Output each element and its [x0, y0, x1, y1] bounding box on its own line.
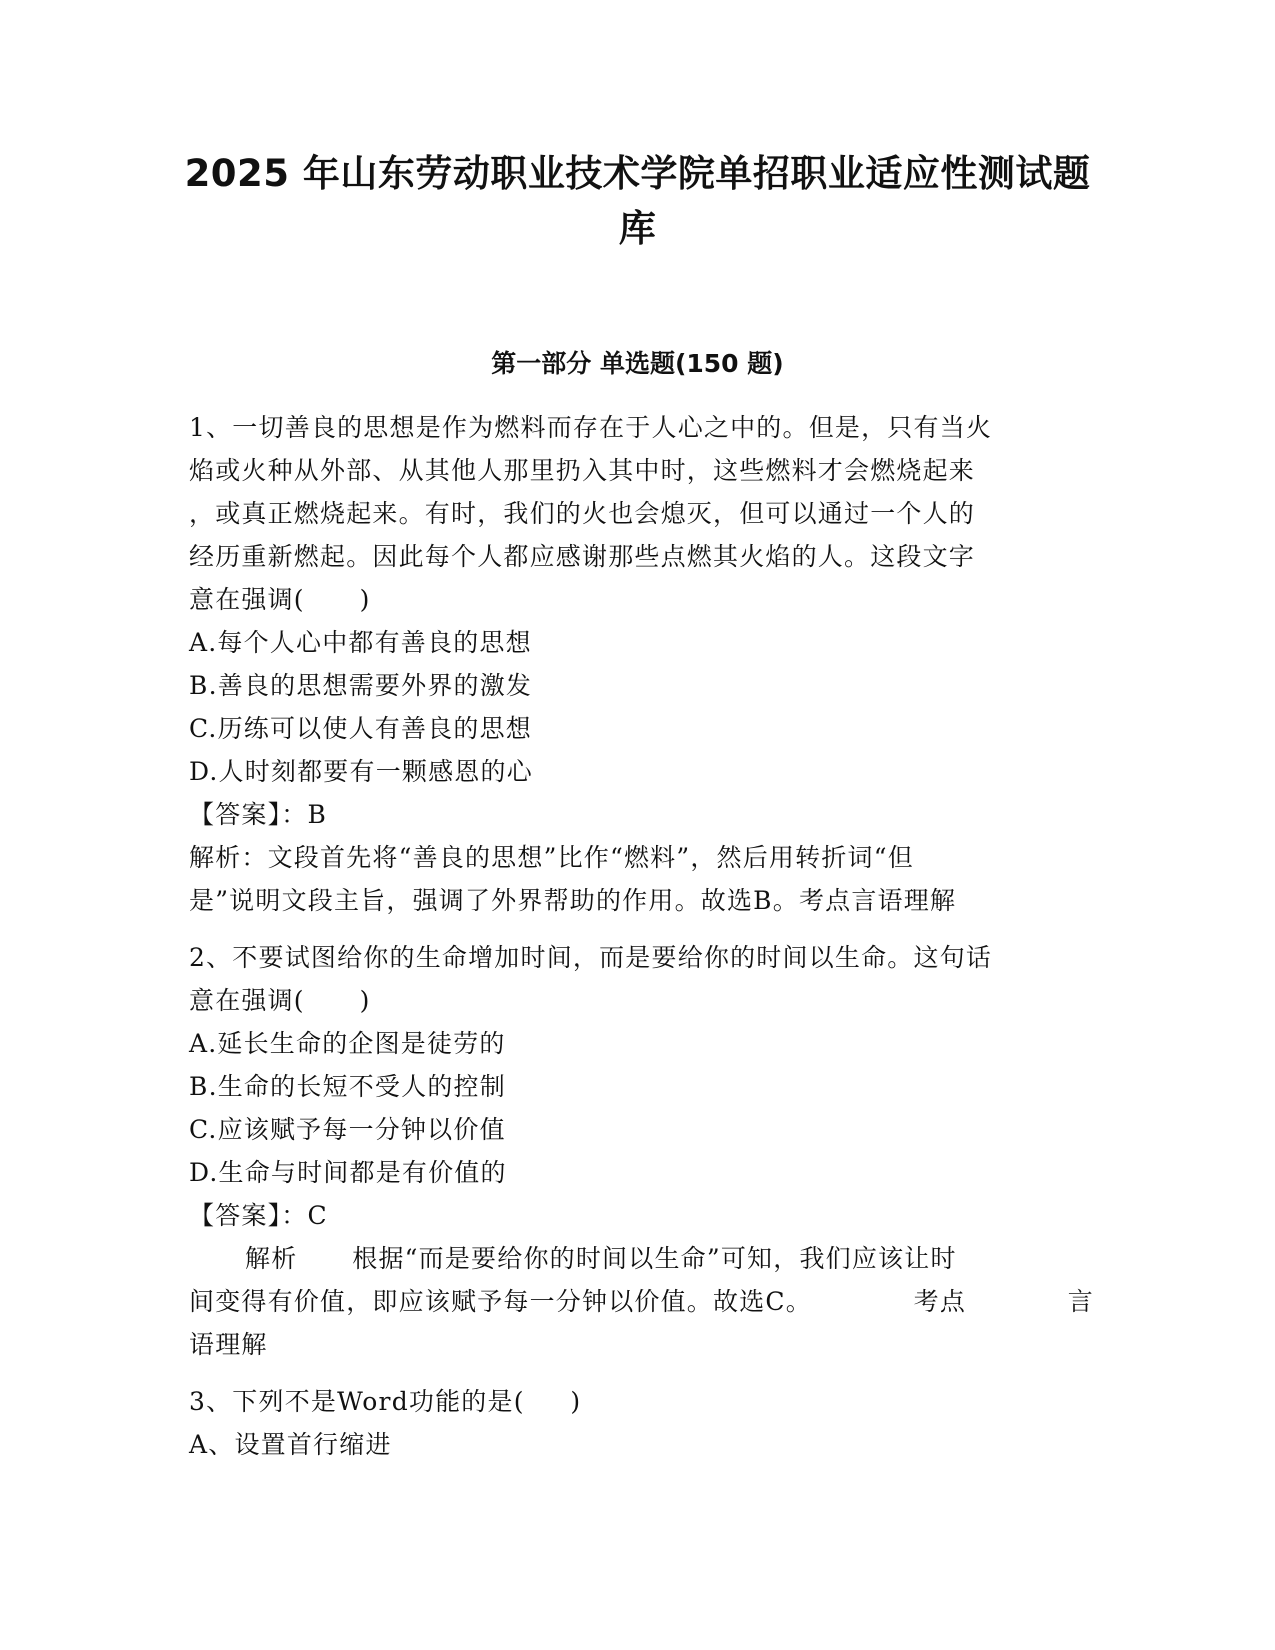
option-a: A.每个人心中都有善良的思想	[189, 628, 532, 657]
analysis-line	[189, 1280, 1094, 1323]
question-stem-line: 2、不要试图给你的生命增加时间，而是要给你的时间以生命。这句话	[189, 943, 993, 972]
analysis-line: 语理解	[189, 1330, 268, 1359]
analysis-topic-label: 考点	[913, 1287, 967, 1316]
spacer	[189, 922, 1094, 936]
question-3	[189, 1380, 1094, 1466]
document-title: 2025 年山东劳动职业技术学院单招职业适应性测试题	[184, 152, 1091, 195]
spacer	[189, 1366, 1094, 1380]
question-stem-line: 焰或火种从外部、从其他人那里扔入其中时，这些燃料才会燃烧起来	[189, 456, 976, 485]
option-b: B.生命的长短不受人的控制	[189, 1072, 506, 1101]
question-1	[189, 406, 1094, 922]
question-2	[189, 936, 1094, 1366]
analysis-line: 解析 根据“而是要给你的时间以生命”可知，我们应该让时	[245, 1244, 957, 1273]
option-b: B.善良的思想需要外界的激发	[189, 671, 533, 700]
option-c: C.历练可以使人有善良的思想	[189, 714, 532, 743]
analysis-topic-start: 言	[1067, 1287, 1094, 1316]
question-stem-line: 3、下列不是Word功能的是( )	[189, 1387, 582, 1416]
question-stem-line: 意在强调( )	[189, 986, 371, 1015]
section-heading: 第一部分 单选题(150 题)	[491, 349, 784, 378]
analysis-line: 解析：文段首先将“善良的思想”比作“燃料”，然后用转折词“但	[189, 843, 914, 872]
question-stem-line: 意在强调( )	[189, 585, 371, 614]
document-title-continued: 库	[618, 207, 657, 250]
analysis-line: 是”说明文段主旨，强调了外界帮助的作用。故选B。考点言语理解	[189, 886, 957, 915]
question-stem-line: 1、一切善良的思想是作为燃料而存在于人心之中的。但是，只有当火	[189, 413, 993, 442]
option-a: A、设置首行缩进	[189, 1430, 392, 1459]
option-d: D.人时刻都要有一颗感恩的心	[189, 757, 533, 786]
question-stem-line: 经历重新燃起。因此每个人都应感谢那些点燃其火焰的人。这段文字	[189, 542, 976, 571]
option-c: C.应该赋予每一分钟以价值	[189, 1115, 506, 1144]
option-d: D.生命与时间都是有价值的	[189, 1158, 507, 1187]
question-stem-line: ，或真正燃烧起来。有时，我们的火也会熄灭，但可以通过一个人的	[189, 499, 976, 528]
question-list	[189, 406, 1094, 1466]
answer-line: 【答案】：C	[189, 1201, 328, 1230]
analysis-text: 间变得有价值，即应该赋予每一分钟以价值。故选C。	[189, 1287, 812, 1316]
answer-line: 【答案】：B	[189, 800, 328, 829]
option-a: A.延长生命的企图是徒劳的	[189, 1029, 506, 1058]
